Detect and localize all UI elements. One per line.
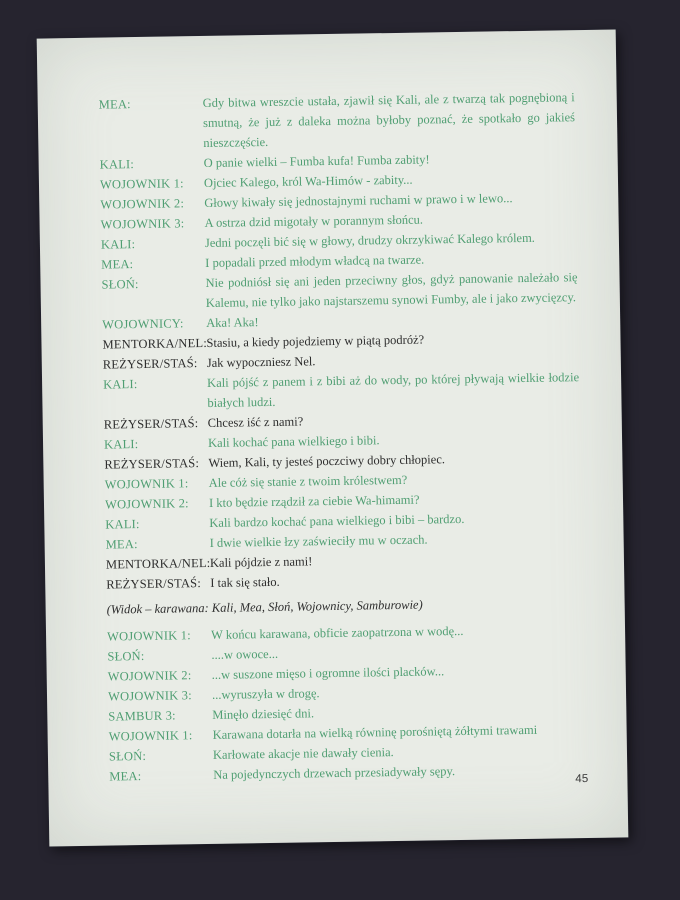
- speaker-label: REŻYSER/STAŚ:: [104, 456, 200, 472]
- speaker-label: SŁOŃ:: [108, 748, 147, 764]
- speaker-label: WOJOWNIK 3:: [107, 688, 192, 704]
- dialogue-text: Kali kochać pana wielkiego i bibi.: [207, 433, 380, 450]
- speaker-label: REŻYSER/STAŚ:: [103, 416, 199, 432]
- speaker-label: REŻYSER/STAŚ:: [102, 356, 198, 372]
- speaker-label: KALI:: [99, 157, 135, 172]
- speaker-label: WOJOWNIK 2:: [107, 668, 192, 684]
- dialogue-text: Karłowate akacje nie dawały cienia.: [212, 745, 394, 762]
- dialogue-text: Kali pójdzie z nami!: [209, 554, 313, 570]
- speaker-label: WOJOWNIK 2:: [100, 196, 185, 212]
- dialogue-text: I kto będzie rządził za ciebie Wa-himami?: [208, 492, 420, 510]
- dialogue-text: Ojciec Kalego, król Wa-Himów - zabity...: [203, 172, 413, 190]
- speaker-label: REŻYSER/STAŚ:: [106, 576, 202, 592]
- stage-direction: (Widok – karawana: Kali, Mea, Słoń, Wojownicy, Samburowie): [106, 597, 423, 617]
- speaker-label: WOJOWNIK 3:: [100, 216, 185, 232]
- speaker-label: KALI:: [100, 237, 136, 252]
- dialogue-text: O panie wielki – Fumba kufa! Fumba zabity!: [203, 152, 430, 170]
- dialogue-text: Wiem, Kali, ty jesteś poczciwy dobry chłopiec.: [208, 452, 446, 470]
- speaker-label: MEA:: [109, 769, 142, 784]
- dialogue-text: Karawana dotarła na wielką równinę porośniętą żółtymi trawami: [212, 722, 538, 742]
- dialogue-text: Gdy bitwa wreszcie ustała, zjawił się Kali, ale z twarzą tak pognębioną i smutną, że już z daleka można byłoby poznać, że spotkało go jakieś nieszczęście.: [202, 90, 576, 150]
- dialogue-text: Nie podniósł się ani jeden przeciwny głos, gdyż panowanie należało się Kalemu, nie tylko jako najstarszemu synowi Fumby, ale i jako zwycięzcy.: [205, 270, 578, 310]
- dialogue-text: A ostrza dzid migotały w porannym słońcu.: [204, 212, 424, 230]
- speaker-label: SAMBUR 3:: [108, 708, 176, 724]
- dialogue-text: ...w suszone mięso i ogromne ilości placków...: [211, 664, 445, 682]
- scanned-script-page: [37, 30, 629, 847]
- dialogue-text: Minęło dziesięć dni.: [212, 706, 315, 722]
- page-number: 45: [575, 773, 589, 786]
- speaker-label: WOJOWNIK 1:: [106, 628, 191, 644]
- speaker-label: MENTORKA/NEL:: [105, 555, 211, 572]
- dialogue-text: Jedni poczęli bić się w głowy, drudzy okrzykiwać Kalego królem.: [204, 230, 535, 250]
- speaker-label: SŁOŃ:: [107, 648, 145, 664]
- dialogue-text: ...wyruszyła w drogę.: [211, 686, 320, 702]
- speaker-label: MENTORKA/NEL:: [102, 335, 208, 352]
- script-body: [37, 30, 628, 788]
- speaker-label: WOJOWNICY:: [102, 316, 184, 332]
- dialogue-text: Jak wypoczniesz Nel.: [206, 354, 316, 370]
- dialogue-text: I tak się stało.: [210, 574, 280, 590]
- dialogue-text: Kali pójść z panem i z bibi aż do wody, po której pływają wielkie łodzie białych ludzi.: [207, 370, 580, 410]
- speaker-label: MEA:: [105, 537, 138, 552]
- speaker-label: WOJOWNIK 1:: [104, 476, 189, 492]
- dialogue-text: Ale cóż się stanie z twoim królestwem?: [208, 472, 408, 490]
- dialogue-text: ....w owoce...: [211, 646, 279, 662]
- dialogue-text: I dwie wielkie łzy zaświeciły mu w oczach.: [209, 532, 428, 550]
- dialogue-row: [99, 87, 576, 154]
- speaker-label: KALI:: [103, 437, 139, 452]
- speaker-label: KALI:: [103, 377, 138, 392]
- speaker-label: SŁOŃ:: [101, 277, 139, 292]
- speaker-label: WOJOWNIK 2:: [104, 496, 189, 512]
- dialogue-text: Stasiu, a kiedy pojedziemy w piątą podróż?: [206, 332, 425, 350]
- dialogue-text: Chcesz iść z nami?: [207, 414, 304, 430]
- speaker-label: WOJOWNIK 1:: [99, 176, 184, 192]
- speaker-label: WOJOWNIK 1:: [108, 728, 193, 744]
- dialogue-text: Kali bardzo kochać pana wielkiego i bibi – bardzo.: [209, 511, 465, 530]
- dialogue-text: Na pojedynczych drzewach przesiadywały sępy.: [213, 764, 456, 782]
- dialogue-text: I popadali przed młodym władcą na twarze.: [205, 252, 425, 270]
- dialogue-text: Głowy kiwały się jednostajnymi ruchami w prawo i w lewo...: [204, 191, 513, 210]
- speaker-label: MEA:: [98, 97, 131, 112]
- dialogue-text: Aka! Aka!: [206, 315, 259, 330]
- speaker-label: MEA:: [101, 257, 134, 272]
- speaker-label: KALI:: [105, 517, 140, 532]
- dialogue-text: W końcu karawana, obficie zaopatrzona w wodę...: [210, 623, 464, 642]
